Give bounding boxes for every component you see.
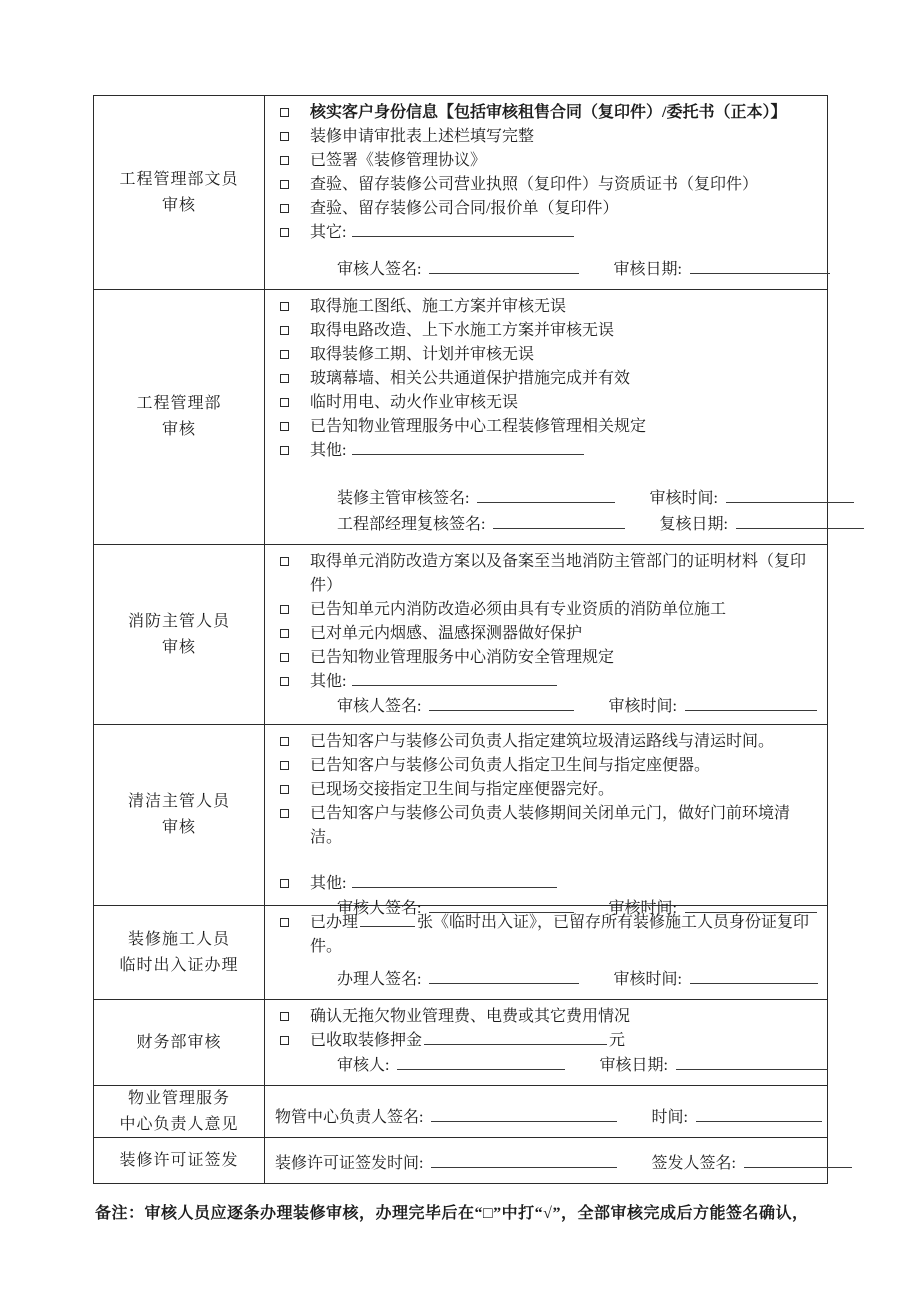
- checkbox-icon: [280, 398, 289, 407]
- checklist-item: [275, 319, 819, 343]
- section-content: [265, 96, 827, 289]
- section-label-cell: [94, 1086, 265, 1137]
- item-text-segment: 核实客户身份信息【包括审核租售合同（复印件）/委托书（正本）】: [310, 104, 787, 121]
- item-text: [310, 415, 819, 439]
- item-text: [310, 646, 819, 670]
- section-content: [265, 545, 827, 724]
- checkbox-icon: [280, 1036, 289, 1045]
- checklist-item: [275, 550, 819, 598]
- signature-label: 签发人签名:: [651, 1155, 736, 1172]
- signature-row: [337, 512, 819, 538]
- table-row: [94, 289, 827, 544]
- checklist-item: [275, 670, 819, 694]
- fill-in-blank: [352, 440, 584, 455]
- checklist-item: [275, 778, 819, 802]
- signature-field: [337, 1057, 567, 1074]
- section-label: 审核: [161, 421, 196, 438]
- item-text: [310, 911, 819, 959]
- section-label: 审核: [161, 196, 196, 214]
- section-content: [265, 1138, 827, 1183]
- checkbox-icon: [280, 180, 289, 189]
- checkbox-icon: [280, 557, 289, 566]
- checkbox-icon: [280, 228, 289, 237]
- signature-label: 复核日期:: [659, 516, 728, 533]
- table-row: [94, 544, 827, 724]
- checklist-item: [275, 754, 819, 778]
- signature-row: [275, 1105, 819, 1131]
- checklist-item: [275, 439, 819, 463]
- signature-row: [337, 257, 819, 283]
- item-text-segment: 已告知物业管理服务中心消防安全管理规定: [310, 649, 615, 666]
- item-text: [310, 1005, 819, 1029]
- signature-label: 工程部经理复核签名:: [337, 516, 486, 533]
- signature-blank: [431, 1153, 617, 1168]
- checklist-item: [275, 125, 819, 149]
- section-label: 审核: [161, 819, 196, 836]
- item-text: [310, 391, 819, 415]
- section-label-cell: [94, 545, 265, 724]
- fill-in-blank: [424, 1030, 607, 1045]
- checklist-item: [275, 173, 819, 197]
- signature-blank: [431, 1107, 617, 1122]
- checkbox-icon: [280, 879, 289, 888]
- signature-row: [337, 967, 819, 993]
- signature-field: [651, 1155, 853, 1172]
- item-text: [310, 778, 819, 802]
- checkbox-icon: [280, 809, 289, 818]
- item-text-segment: 已告知客户与装修公司负责人指定建筑垃圾清运路线与清运时间。: [310, 733, 775, 750]
- checkbox-icon: [280, 737, 289, 746]
- item-text: [310, 149, 819, 173]
- fill-in-blank: [360, 912, 415, 927]
- checkbox-icon: [280, 108, 289, 117]
- signature-blank: [696, 1107, 822, 1122]
- section-label: 装修施工人员: [127, 930, 230, 948]
- section-content: [265, 1086, 827, 1137]
- item-text-segment: 已现场交接指定卫生间与指定座便器完好。: [310, 781, 615, 798]
- checkbox-icon: [280, 653, 289, 662]
- item-text: [310, 343, 819, 367]
- signature-label: 审核人签名:: [337, 261, 422, 278]
- signature-blank: [429, 969, 579, 984]
- checklist-item: [275, 1029, 819, 1053]
- signature-label: 审核人签名:: [337, 900, 422, 917]
- item-text-segment: 确认无拖欠物业管理费、电费或其它费用情况: [310, 1008, 631, 1025]
- item-text-segment: 其他:: [310, 673, 351, 690]
- section-label: 装修许可证签发: [119, 1151, 239, 1169]
- signature-field: [651, 1109, 823, 1126]
- item-text: [310, 439, 819, 463]
- item-text: [310, 101, 819, 125]
- item-text-segment: 已对单元内烟感、温感探测器做好保护: [310, 625, 583, 642]
- checkbox-icon: [280, 761, 289, 770]
- signature-field: [613, 261, 831, 278]
- item-text-segment: 取得装修工期、计划并审核无误: [310, 346, 535, 363]
- section-label: 工程管理部: [136, 395, 222, 412]
- section-label-cell: [94, 290, 265, 544]
- signature-blank: [685, 696, 817, 711]
- signature-blank: [397, 1055, 565, 1070]
- item-text-segment: 查验、留存装修公司合同/报价单（复印件）: [310, 200, 619, 217]
- checkbox-icon: [280, 302, 289, 311]
- item-text-segment: 取得电路改造、上下水施工方案并审核无误: [310, 322, 615, 339]
- item-text-segment: 已告知客户与装修公司负责人指定卫生间与指定座便器。: [310, 757, 711, 774]
- signature-field: [659, 516, 865, 533]
- table-row: [94, 724, 827, 917]
- section-label-cell: [94, 906, 265, 999]
- checklist-item: [275, 367, 819, 391]
- section-label-cell: [94, 1000, 265, 1085]
- checkbox-icon: [280, 785, 289, 794]
- signature-blank: [744, 1153, 852, 1168]
- signature-field: [337, 698, 576, 715]
- checkbox-icon: [280, 350, 289, 359]
- fill-in-blank: [352, 222, 574, 237]
- section-label-cell: [94, 1138, 265, 1183]
- signature-label: 审核人签名:: [337, 698, 422, 715]
- checkbox-icon: [280, 677, 289, 686]
- checkbox-icon: [280, 156, 289, 165]
- section-label: 消防主管人员: [127, 612, 230, 630]
- item-text-segment: 玻璃幕墙、相关公共通道保护措施完成并有效: [310, 370, 631, 387]
- checklist-item: [275, 101, 819, 125]
- item-text: [310, 622, 819, 646]
- fill-in-blank: [352, 671, 557, 686]
- item-text: [310, 125, 819, 149]
- signature-label: 审核时间:: [649, 490, 718, 507]
- checklist-item: [275, 872, 819, 896]
- checklist-item: [275, 343, 819, 367]
- item-text-segment: 已收取装修押金: [310, 1032, 423, 1049]
- item-text: [310, 221, 819, 245]
- signature-label: 审核时间:: [608, 900, 677, 917]
- item-text-segment: 其他:: [310, 875, 351, 892]
- signature-field: [613, 971, 819, 988]
- signature-blank: [429, 259, 579, 274]
- checklist-item: [275, 1005, 819, 1029]
- section-content: [265, 1000, 827, 1085]
- checklist-item: [275, 197, 819, 221]
- signature-blank: [477, 488, 615, 503]
- checklist-item: [275, 391, 819, 415]
- table-row: [94, 1137, 827, 1183]
- signature-field: [337, 261, 581, 278]
- item-text-segment: 装修申请审批表上述栏填写完整: [310, 128, 535, 145]
- signature-field: [337, 516, 627, 533]
- checklist-item: [275, 911, 819, 959]
- signature-label: 审核日期:: [599, 1057, 668, 1074]
- signature-label: 装修主管审核签名:: [337, 490, 470, 507]
- signature-row: [337, 694, 819, 720]
- signature-label: 时间:: [651, 1109, 688, 1126]
- item-text-segment: 已签署《装修管理协议》: [310, 152, 487, 169]
- footnote: 备注：审核人员应逐条办理装修审核，办理完毕后在“□”中打“√”，全部审核完成后方能签名确认，: [95, 1205, 809, 1222]
- item-text-segment: 临时用电、动火作业审核无误: [310, 394, 519, 411]
- checklist-item: [275, 221, 819, 245]
- item-text: [310, 670, 819, 694]
- item-text-segment: 取得施工图纸、施工方案并审核无误: [310, 298, 567, 315]
- table-row: [94, 905, 827, 999]
- item-text: [310, 367, 819, 391]
- signature-field: [275, 1109, 619, 1126]
- item-text: [310, 550, 819, 598]
- checklist-item: [275, 730, 819, 754]
- section-label: 清洁主管人员: [127, 793, 230, 810]
- section-label: 物业管理服务: [127, 1089, 230, 1107]
- item-text-segment: 张《临时出入证》，已留存所有装修施工人员身份证复印件。: [310, 914, 810, 955]
- checklist-item: [275, 415, 819, 439]
- item-text: [310, 319, 819, 343]
- table-row: [94, 96, 827, 289]
- checkbox-icon: [280, 1012, 289, 1021]
- checkbox-icon: [280, 446, 289, 455]
- item-text: [310, 1029, 819, 1053]
- item-text: [310, 173, 819, 197]
- table-row: [94, 1085, 827, 1137]
- signature-row: [275, 1151, 819, 1177]
- item-text-segment: 查验、留存装修公司营业执照（复印件）与资质证书（复印件）: [310, 176, 759, 193]
- checkbox-icon: [280, 326, 289, 335]
- section-label: 财务部审核: [136, 1033, 222, 1051]
- item-text-segment: 取得单元消防改造方案以及备案至当地消防主管部门的证明材料（复印件）: [310, 553, 807, 594]
- checkbox-icon: [280, 605, 289, 614]
- section-content: [265, 725, 827, 917]
- signature-field: [275, 1155, 619, 1172]
- section-content: [265, 906, 827, 999]
- signature-blank: [690, 259, 830, 274]
- checkbox-icon: [280, 629, 289, 638]
- signature-blank: [736, 514, 864, 529]
- table-row: [94, 999, 827, 1085]
- item-text-segment: 已办理: [310, 914, 359, 931]
- item-text: [310, 197, 819, 221]
- item-text-segment: 元: [609, 1032, 626, 1049]
- signature-field: [649, 490, 855, 507]
- item-text: [310, 598, 819, 622]
- checkbox-icon: [280, 204, 289, 213]
- section-label-cell: [94, 725, 265, 905]
- signature-field: [608, 698, 818, 715]
- item-text: [310, 295, 819, 319]
- signature-label: 装修许可证签发时间:: [275, 1155, 424, 1172]
- section-label-cell: [94, 96, 265, 289]
- signature-blank: [726, 488, 854, 503]
- signature-label: 物管中心负责人签名:: [275, 1109, 424, 1126]
- item-text-segment: 已告知物业管理服务中心工程装修管理相关规定: [310, 418, 647, 435]
- item-text: [310, 802, 819, 850]
- item-text-segment: 其它:: [310, 224, 351, 241]
- checklist-item: [275, 646, 819, 670]
- section-label: 工程管理部文员: [119, 170, 239, 188]
- signature-label: 审核时间:: [608, 698, 677, 715]
- section-label: 中心负责人意见: [119, 1115, 239, 1133]
- signature-blank: [690, 969, 818, 984]
- checklist-item: [275, 622, 819, 646]
- checklist-item: [275, 598, 819, 622]
- signature-field: [337, 971, 581, 988]
- checklist-item: [275, 802, 819, 850]
- item-text-segment: 其他:: [310, 442, 351, 459]
- item-text-segment: 已告知客户与装修公司负责人装修期间关闭单元门，做好门前环境清洁。: [310, 805, 791, 846]
- item-text-segment: 已告知单元内消防改造必须由具有专业资质的消防单位施工: [310, 601, 727, 618]
- section-label: 临时出入证办理: [119, 956, 239, 974]
- signature-field: [599, 1057, 829, 1074]
- signature-label: 办理人签名:: [337, 971, 422, 988]
- signature-row: [337, 486, 819, 512]
- signature-label: 审核日期:: [613, 261, 682, 278]
- approval-table: [93, 95, 828, 1184]
- signature-blank: [493, 514, 625, 529]
- section-label: 审核: [161, 638, 196, 656]
- section-content: [265, 290, 827, 544]
- checkbox-icon: [280, 422, 289, 431]
- signature-blank: [429, 696, 574, 711]
- checkbox-icon: [280, 132, 289, 141]
- checklist-item: [275, 149, 819, 173]
- signature-row: [337, 1053, 819, 1079]
- item-text: [310, 754, 819, 778]
- item-text: [310, 730, 819, 754]
- item-text: [310, 872, 819, 896]
- checkbox-icon: [280, 918, 289, 927]
- checkbox-icon: [280, 374, 289, 383]
- fill-in-blank: [352, 873, 557, 888]
- checklist-item: [275, 295, 819, 319]
- signature-field: [337, 490, 617, 507]
- signature-label: 审核人:: [337, 1057, 390, 1074]
- signature-label: 审核时间:: [613, 971, 682, 988]
- signature-blank: [676, 1055, 828, 1070]
